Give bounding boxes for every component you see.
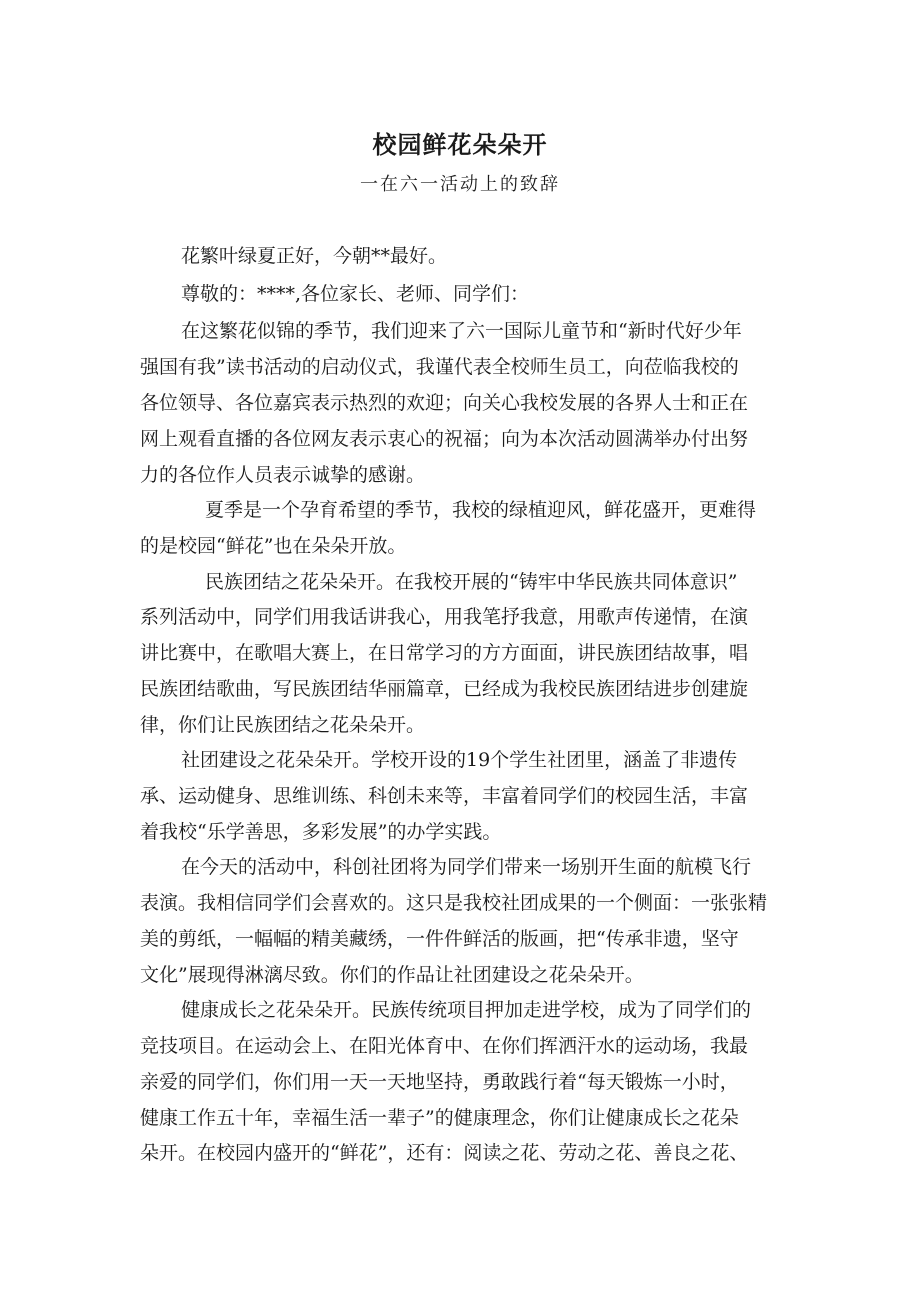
paragraph-line: 着我校“乐学善思，多彩发展”的办学实践。 [140,821,502,843]
paragraph-line: 承、运动健身、思维训练、科创未来等，丰富着同学们的校园生活，丰富 [140,785,749,807]
paragraph-line: 亲爱的同学们，你们用一天一天地坚持，勇敢践行着“每天锻炼一小时， [140,1071,739,1093]
paragraph-line: 的是校园“鲜花”也在朵朵开放。 [140,535,407,557]
paragraph-line: 民族团结之花朵朵开。在我校开展的“铸牢中华民族共同体意识” [205,571,738,593]
paragraph-line: 在今天的活动中，科创社团将为同学们带来一场别开生面的航模飞行 [181,856,752,878]
paragraph-line: 夏季是一个孕育希望的季节，我校的绿植迎风，鲜花盛开，更难得 [205,499,757,521]
paragraph-line: 健康成长之花朵朵开。民族传统项目押加走进学校，成为了同学们的 [181,999,752,1021]
paragraph-line: 网上观看直播的各位网友表示衷心的祝福；向为本次活动圆满举办付出努 [140,428,749,450]
paragraph-line: 律，你们让民族团结之花朵朵开。 [140,714,426,736]
paragraph-line: 民族团结歌曲，写民族团结华丽篇章，已经成为我校民族团结进步创建旋 [140,678,749,700]
paragraph-line: 社团建设之花朵朵开。学校开设的19个学生社团里，涵盖了非遗传 [181,749,738,771]
paragraph-line: 朵开。在校园内盛开的“鲜花”，还有：阅读之花、劳动之花、善良之花、 [140,1142,749,1164]
paragraph-line: 各位领导、各位嘉宾表示热烈的欢迎；向关心我校发展的各界人士和正在 [140,392,749,414]
greeting-line: 花繁叶绿夏正好，今朝**最好。 [181,245,448,267]
paragraph-line: 表演。我相信同学们会喜欢的。这只是我校社团成果的一个侧面：一张张精 [140,892,768,914]
paragraph-line: 文化”展现得淋漓尽致。你们的作品让社团建设之花朵朵开。 [140,964,644,986]
paragraph-line: 讲比赛中，在歌唱大赛上，在日常学习的方方面面，讲民族团结故事，唱 [140,642,749,664]
paragraph-line: 系列活动中，同学们用我话讲我心，用我笔抒我意，用歌声传递情，在演 [140,606,749,628]
paragraph-line: 竞技项目。在运动会上、在阳光体育中、在你们挥洒汗水的运动场，我最 [140,1035,749,1057]
paragraph-line: 健康工作五十年，幸福生活一辈子”的健康理念，你们让健康成长之花朵 [140,1107,739,1129]
paragraph-line: 在这繁花似锦的季节，我们迎来了六一国际儿童节和“新时代好少年 [181,320,742,342]
paragraph-line: 强国有我”读书活动的启动仪式，我谨代表全校师生员工，向莅临我校的 [140,356,739,378]
salutation-line: 尊敬的：****,各位家长、老师、同学们： [181,283,530,305]
document-subtitle: 一在六一活动上的致辞 [360,174,560,195]
paragraph-line: 力的各位作人员表示诚挚的感谢。 [140,464,426,486]
document-title: 校园鲜花朵朵开 [372,131,548,159]
paragraph-line: 美的剪纸，一幅幅的精美藏绣，一件件鲜活的版画，把“传承非遗，坚守 [140,928,739,950]
